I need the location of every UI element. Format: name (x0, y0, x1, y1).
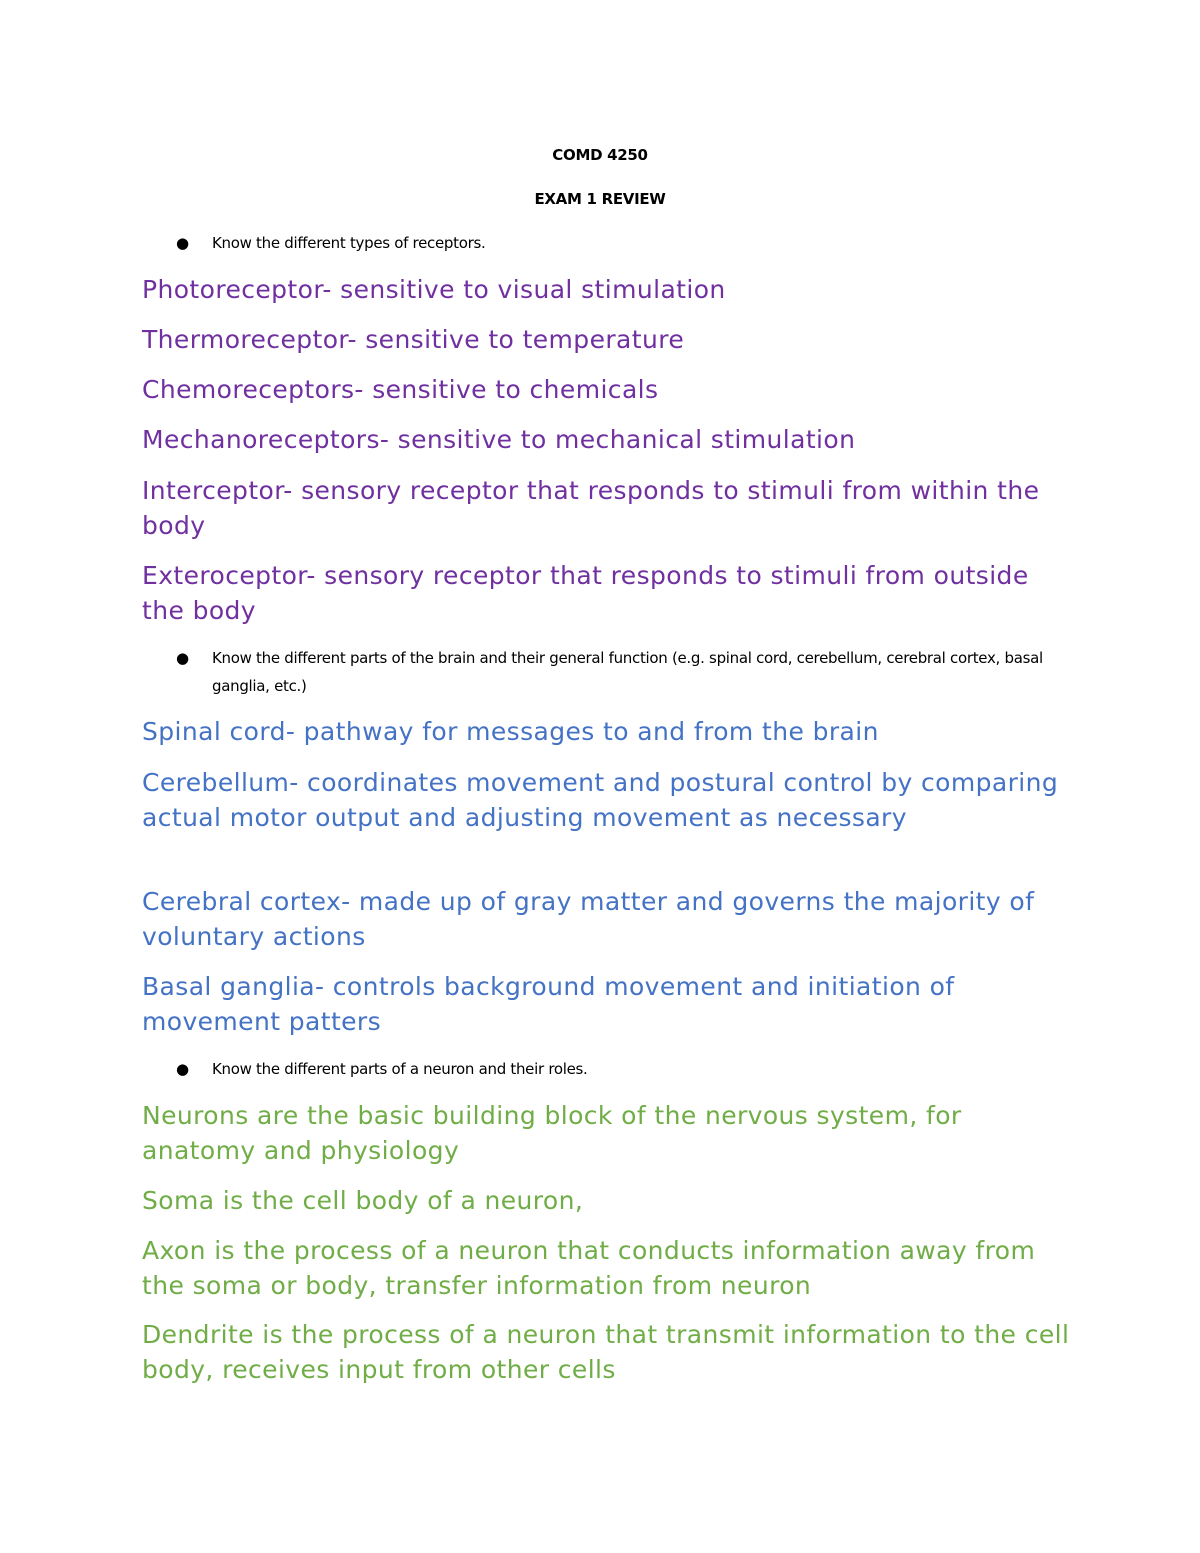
receptor-item: Interceptor- sensory receptor that responds to stimuli from within the body (142, 476, 1040, 540)
bullet-text: Know the different types of receptors. (212, 234, 486, 252)
receptor-item: Mechanoreceptors- sensitive to mechanical stimulation (142, 425, 856, 454)
bullet-dot-icon: ● (176, 649, 189, 667)
brain-item: Spinal cord- pathway for messages to and from the brain (142, 717, 879, 746)
brain-item: Basal ganglia- controls background movement and initiation of movement patters (142, 972, 955, 1036)
neuron-item: Soma is the cell body of a neuron, (142, 1186, 584, 1215)
course-title: COMD 4250 (552, 146, 648, 164)
receptor-item: Exteroceptor- sensory receptor that responds to stimuli from outside the body (142, 561, 1029, 625)
receptor-item: Thermoreceptor- sensitive to temperature (142, 325, 685, 354)
page-title: EXAM 1 REVIEW (534, 190, 666, 208)
bullet-dot-icon: ● (176, 234, 189, 252)
bullet-text: Know the different parts of the brain and their general function (e.g. spinal cord, cerebellum, cerebral cortex, basal ganglia, etc.) (212, 649, 1043, 695)
brain-item: Cerebellum- coordinates movement and postural control by comparing actual motor output and adjusting movement as necessary (142, 768, 1059, 832)
neuron-item: Axon is the process of a neuron that conducts information away from the soma or body, transfer information from neuron (142, 1236, 1036, 1300)
neuron-item: Dendrite is the process of a neuron that transmit information to the cell body, receives input from other cells (142, 1320, 1070, 1384)
brain-item: Cerebral cortex- made up of gray matter and governs the majority of voluntary actions (142, 887, 1035, 951)
bullet-text: Know the different parts of a neuron and their roles. (212, 1060, 588, 1078)
receptor-item: Chemoreceptors- sensitive to chemicals (142, 375, 659, 404)
bullet-dot-icon: ● (176, 1060, 189, 1078)
receptor-item: Photoreceptor- sensitive to visual stimulation (142, 275, 726, 304)
neuron-item: Neurons are the basic building block of the nervous system, for anatomy and physiology (142, 1101, 962, 1165)
